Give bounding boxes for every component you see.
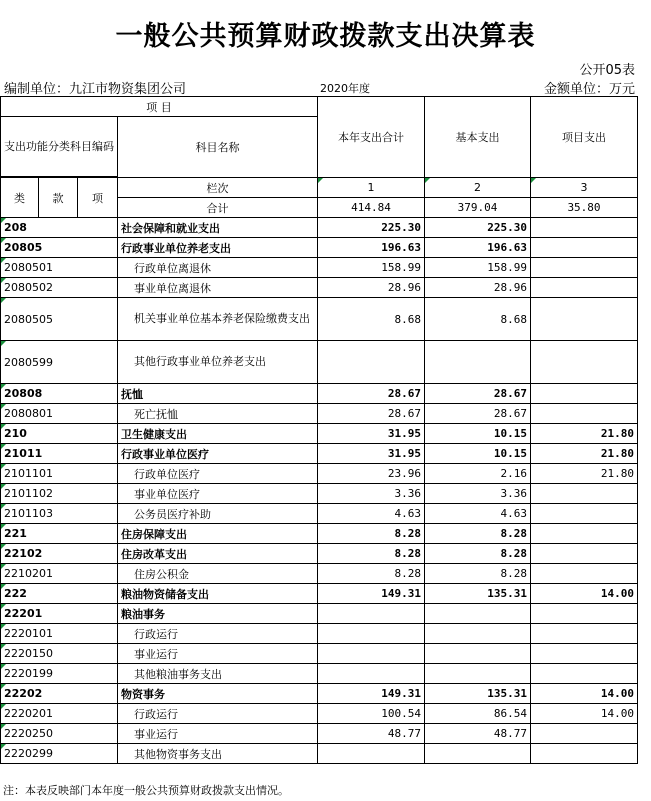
header-func-code: 支出功能分类科目编码: [1, 117, 118, 177]
row-code: 2101102: [1, 484, 118, 504]
row-subject-name: 事业运行: [118, 644, 318, 664]
row-project: [531, 278, 638, 298]
header-total: 本年支出合计: [318, 97, 425, 178]
row-subject-name: 公务员医疗补助: [118, 504, 318, 524]
row-subject-name: 机关事业单位基本养老保险缴费支出: [118, 298, 318, 341]
table-row: [1, 341, 638, 384]
total-row-total: 414.84: [318, 198, 425, 218]
row-basic: 8.28: [425, 564, 531, 584]
row-subject-name: 行政事业单位养老支出: [118, 238, 318, 258]
row-subject-name: 住房改革支出: [118, 544, 318, 564]
row-project: [531, 341, 638, 384]
row-total: 31.95: [318, 424, 425, 444]
row-code: 221: [1, 524, 118, 544]
total-row-project: 35.80: [531, 198, 638, 218]
row-basic: 48.77: [425, 724, 531, 744]
row-subject-name: 住房公积金: [118, 564, 318, 584]
table-row: [1, 544, 638, 564]
header-kuan: 款: [39, 178, 78, 218]
row-total: 28.67: [318, 384, 425, 404]
table-row: [1, 298, 638, 341]
row-code: 2210201: [1, 564, 118, 584]
row-basic: 2.16: [425, 464, 531, 484]
table-row: [1, 504, 638, 524]
col-number-1: 1: [318, 178, 425, 198]
table-row: [1, 644, 638, 664]
expenditure-table: [0, 96, 638, 764]
row-project: 14.00: [531, 704, 638, 724]
unit-label: 编制单位：九江市物资集团公司: [4, 82, 187, 97]
table-row: [1, 724, 638, 744]
row-project: [531, 624, 638, 644]
row-code: 210: [1, 424, 118, 444]
row-basic: 8.68: [425, 298, 531, 341]
total-row-basic: 379.04: [425, 198, 531, 218]
table-row: [1, 444, 638, 464]
row-total: 28.96: [318, 278, 425, 298]
row-basic: 28.67: [425, 384, 531, 404]
row-basic: [425, 744, 531, 764]
row-basic: [425, 664, 531, 684]
row-basic: 225.30: [425, 218, 531, 238]
row-project: [531, 724, 638, 744]
row-subject-name: 其他粮油事务支出: [118, 664, 318, 684]
row-total: [318, 644, 425, 664]
row-basic: 135.31: [425, 684, 531, 704]
row-project: [531, 504, 638, 524]
row-total: 149.31: [318, 684, 425, 704]
row-project: [531, 564, 638, 584]
row-basic: 3.36: [425, 484, 531, 504]
row-code: 20805: [1, 238, 118, 258]
row-basic: 4.63: [425, 504, 531, 524]
row-subject-name: 行政运行: [118, 704, 318, 724]
row-subject-name: 事业单位医疗: [118, 484, 318, 504]
row-code: 22201: [1, 604, 118, 624]
row-code: 2101101: [1, 464, 118, 484]
page-title: 一般公共预算财政拨款支出决算表: [115, 21, 536, 52]
row-total: [318, 744, 425, 764]
total-row-label: 合计: [118, 198, 318, 218]
row-basic: 196.63: [425, 238, 531, 258]
table-row: [1, 704, 638, 724]
row-total: 149.31: [318, 584, 425, 604]
row-code: 21011: [1, 444, 118, 464]
row-basic: 10.15: [425, 424, 531, 444]
row-code: 2080505: [1, 298, 118, 341]
row-total: 8.28: [318, 564, 425, 584]
row-project: [531, 384, 638, 404]
row-basic: 28.96: [425, 278, 531, 298]
row-subject-name: 行政单位医疗: [118, 464, 318, 484]
row-project: 21.80: [531, 464, 638, 484]
row-total: 8.68: [318, 298, 425, 341]
table-row: [1, 384, 638, 404]
form-number: 公开05表: [579, 63, 635, 78]
row-basic: [425, 624, 531, 644]
row-project: [531, 404, 638, 424]
table-row: [1, 424, 638, 444]
table-row: [1, 238, 638, 258]
table-row: [1, 258, 638, 278]
row-total: 4.63: [318, 504, 425, 524]
table-row: [1, 604, 638, 624]
row-project: [531, 604, 638, 624]
row-project: 14.00: [531, 584, 638, 604]
row-code: 222: [1, 584, 118, 604]
row-project: [531, 218, 638, 238]
table-row: [1, 744, 638, 764]
table-row: [1, 564, 638, 584]
row-project: [531, 524, 638, 544]
row-project: 14.00: [531, 684, 638, 704]
table-row: [1, 584, 638, 604]
row-code: 20808: [1, 384, 118, 404]
row-basic: 8.28: [425, 544, 531, 564]
row-basic: [425, 604, 531, 624]
row-total: 158.99: [318, 258, 425, 278]
table-row: [1, 404, 638, 424]
row-project: 21.80: [531, 424, 638, 444]
row-code: 2220101: [1, 624, 118, 644]
row-total: 8.28: [318, 544, 425, 564]
row-total: [318, 664, 425, 684]
row-project: [531, 298, 638, 341]
row-subject-name: 社会保障和就业支出: [118, 218, 318, 238]
row-subject-name: 住房保障支出: [118, 524, 318, 544]
row-subject-name: 粮油事务: [118, 604, 318, 624]
table-row: [1, 524, 638, 544]
row-code: 2080599: [1, 341, 118, 384]
row-subject-name: 其他行政事业单位养老支出: [118, 341, 318, 384]
footnote: 注：本表反映部门本年度一般公共预算财政拨款支出情况。: [3, 784, 289, 797]
row-code: 2080502: [1, 278, 118, 298]
row-total: 225.30: [318, 218, 425, 238]
row-total: [318, 341, 425, 384]
row-subject-name: 卫生健康支出: [118, 424, 318, 444]
year-label: 2020年度: [320, 82, 370, 95]
row-total: 31.95: [318, 444, 425, 464]
table-row: [1, 624, 638, 644]
row-total: 8.28: [318, 524, 425, 544]
header-xiang: 项: [78, 178, 118, 218]
row-basic: 135.31: [425, 584, 531, 604]
row-total: 3.36: [318, 484, 425, 504]
row-code: 2220150: [1, 644, 118, 664]
header-lei: 类: [1, 178, 39, 218]
row-project: [531, 664, 638, 684]
table-row: [1, 464, 638, 484]
row-subject-name: 事业单位离退休: [118, 278, 318, 298]
row-subject-name: 行政运行: [118, 624, 318, 644]
row-basic: 8.28: [425, 524, 531, 544]
row-code: 2220299: [1, 744, 118, 764]
row-project: [531, 238, 638, 258]
col-number-2: 2: [425, 178, 531, 198]
row-subject-name: 死亡抚恤: [118, 404, 318, 424]
table-row: [1, 684, 638, 704]
row-project: [531, 744, 638, 764]
row-basic: 86.54: [425, 704, 531, 724]
row-total: 23.96: [318, 464, 425, 484]
row-project: [531, 544, 638, 564]
row-code: 2220201: [1, 704, 118, 724]
header-project: 项目支出: [531, 97, 638, 178]
row-subject-name: 物资事务: [118, 684, 318, 704]
table-row: [1, 664, 638, 684]
row-total: 100.54: [318, 704, 425, 724]
row-code: 2101103: [1, 504, 118, 524]
row-code: 208: [1, 218, 118, 238]
row-total: [318, 624, 425, 644]
row-subject-name: 粮油物资储备支出: [118, 584, 318, 604]
row-subject-name: 事业运行: [118, 724, 318, 744]
row-subject-name: 行政事业单位医疗: [118, 444, 318, 464]
row-project: [531, 644, 638, 664]
header-basic: 基本支出: [425, 97, 531, 178]
row-subject-name: 抚恤: [118, 384, 318, 404]
row-subject-name: 其他物资事务支出: [118, 744, 318, 764]
row-basic: 158.99: [425, 258, 531, 278]
row-total: 48.77: [318, 724, 425, 744]
table-row: [1, 218, 638, 238]
header-subject-name: 科目名称: [118, 117, 318, 178]
row-code: 2220199: [1, 664, 118, 684]
money-unit: 金额单位：万元: [543, 82, 635, 97]
row-subject-name: 行政单位离退休: [118, 258, 318, 278]
row-code: 22202: [1, 684, 118, 704]
row-project: [531, 258, 638, 278]
row-project: 21.80: [531, 444, 638, 464]
row-code: 2080801: [1, 404, 118, 424]
row-code: 22102: [1, 544, 118, 564]
row-total: 28.67: [318, 404, 425, 424]
row-basic: [425, 341, 531, 384]
row-code: 2220250: [1, 724, 118, 744]
row-total: [318, 604, 425, 624]
row-basic: [425, 644, 531, 664]
header-lanci: 栏次: [118, 178, 318, 198]
row-project: [531, 484, 638, 504]
table-row: [1, 278, 638, 298]
col-number-3: 3: [531, 178, 638, 198]
row-basic: 10.15: [425, 444, 531, 464]
row-basic: 28.67: [425, 404, 531, 424]
row-total: 196.63: [318, 238, 425, 258]
header-xiangmu: 项 目: [1, 97, 318, 117]
table-row: [1, 484, 638, 504]
row-code: 2080501: [1, 258, 118, 278]
